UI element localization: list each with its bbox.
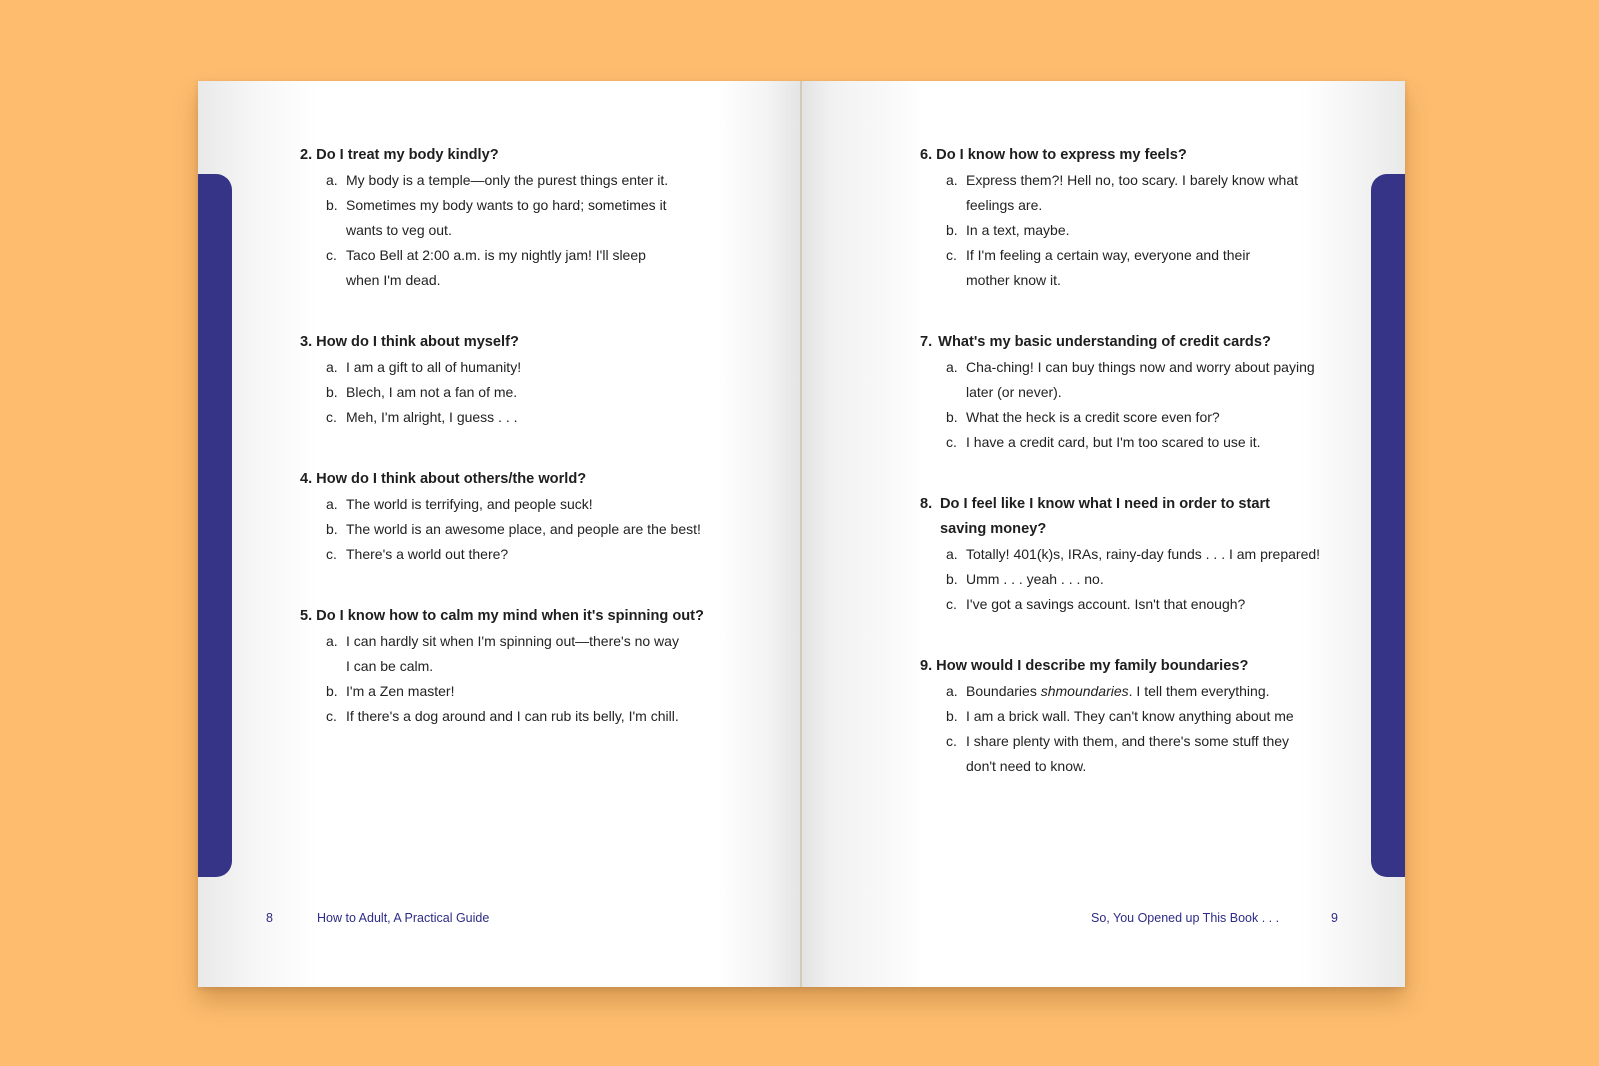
answer-option: [920, 679, 1360, 704]
answer-line: mother know it.: [966, 272, 1061, 288]
answer-list: [920, 679, 1360, 779]
question-text: What's my basic understanding of credit cards?: [938, 334, 1271, 350]
answer-letter: a.: [946, 359, 958, 375]
answer-list: [300, 355, 760, 430]
answer-list: [300, 492, 760, 567]
answer-line: If I'm feeling a certain way, everyone and their: [966, 247, 1251, 263]
answer-option: [920, 567, 1360, 592]
running-title: So, You Opened up This Book . . .: [1091, 911, 1280, 925]
answer-letter: a.: [326, 359, 338, 375]
answer-list: [920, 168, 1360, 293]
answer-line: If there's a dog around and I can rub its belly, I'm chill.: [346, 708, 679, 724]
answer-text: [346, 380, 760, 405]
answer-option: [920, 592, 1360, 617]
answer-letter: b.: [946, 571, 958, 587]
answer-text: [966, 542, 1360, 567]
answer-line: feelings are.: [966, 197, 1043, 213]
answer-line: Totally! 401(k)s, IRAs, rainy-day funds . . . I am prepared!: [966, 546, 1321, 562]
answer-line: Sometimes my body wants to go hard; sometimes it: [346, 197, 667, 213]
answer-text: [966, 592, 1360, 617]
answer-text: [346, 629, 760, 679]
answer-list: [920, 542, 1360, 617]
answer-option: [300, 542, 760, 567]
answer-option: [300, 380, 760, 405]
answer-line: later (or never).: [966, 384, 1062, 400]
answer-line: I am a gift to all of humanity!: [346, 359, 522, 375]
page-number: 9: [1331, 911, 1338, 925]
answer-option: [300, 492, 760, 517]
answer-line: I share plenty with them, and there's some stuff they: [966, 733, 1290, 749]
answer-line: Meh, I'm alright, I guess . . .: [346, 409, 518, 425]
question-number: 6.: [920, 147, 933, 163]
answer-letter: b.: [326, 683, 338, 699]
answer-line: Blech, I am not a fan of me.: [346, 384, 518, 400]
answer-prefix: Boundaries: [966, 683, 1041, 699]
answer-option: [300, 193, 760, 243]
question-number: 4.: [300, 471, 313, 487]
answer-option: [920, 243, 1360, 293]
answer-option: [300, 405, 760, 430]
answer-line: don't need to know.: [966, 758, 1087, 774]
answer-line: What the heck is a credit score even for?: [966, 409, 1220, 425]
answer-letter: b.: [326, 384, 338, 400]
question-text: [940, 492, 1360, 542]
answer-text: [966, 168, 1360, 218]
answer-line: I can hardly sit when I'm spinning out—there's no way: [346, 633, 679, 649]
question-7: [920, 330, 1360, 455]
question-text: How do I think about others/the world?: [316, 471, 587, 487]
answer-letter: a.: [326, 496, 338, 512]
right-chapter-tab: [1371, 174, 1405, 877]
answer-suffix: . I tell them everything.: [1128, 683, 1270, 699]
question-number: 3.: [300, 334, 313, 350]
question-5: [300, 604, 760, 729]
answer-text: [346, 679, 760, 704]
question-text: How do I think about myself?: [316, 334, 519, 350]
answer-letter: b.: [946, 409, 958, 425]
question-text: Do I know how to calm my mind when it's spinning out?: [316, 608, 704, 624]
question-heading: [920, 654, 1360, 679]
answer-emphasis: shmoundaries: [1040, 683, 1129, 699]
answer-list: [920, 355, 1360, 455]
answer-letter: c.: [326, 546, 337, 562]
answer-option: [920, 430, 1360, 455]
answer-list: [300, 168, 760, 293]
answer-text: [346, 704, 760, 729]
answer-line: I've got a savings account. Isn't that enough?: [966, 596, 1246, 612]
answer-text: [346, 492, 760, 517]
question-number: 5.: [300, 608, 313, 624]
answer-line: In a text, maybe.: [966, 222, 1070, 238]
answer-line: The world is terrifying, and people suck!: [346, 496, 593, 512]
answer-option: [920, 405, 1360, 430]
answer-option: [920, 729, 1360, 779]
answer-letter: b.: [946, 222, 958, 238]
answer-text: [966, 355, 1360, 405]
answer-letter: b.: [326, 521, 338, 537]
answer-option: [920, 704, 1360, 729]
answer-line: when I'm dead.: [346, 272, 441, 288]
answer-option: [300, 355, 760, 380]
answer-text: [966, 679, 1360, 704]
question-6: [920, 143, 1360, 293]
book-gutter: [800, 81, 802, 987]
right-page: [801, 81, 1405, 987]
answer-option: [300, 517, 760, 542]
answer-letter: a.: [946, 172, 958, 188]
page-number: 8: [266, 911, 273, 925]
answer-letter: c.: [946, 733, 957, 749]
answer-text: [966, 218, 1360, 243]
answer-text: [346, 542, 760, 567]
answer-line: I have a credit card, but I'm too scared to use it.: [966, 434, 1261, 450]
question-heading: [920, 492, 1360, 542]
question-text: Do I know how to express my feels?: [936, 147, 1187, 163]
answer-option: [920, 355, 1360, 405]
answer-line: I'm a Zen master!: [346, 683, 455, 699]
answer-line: I can be calm.: [346, 658, 434, 674]
running-title: How to Adult, A Practical Guide: [317, 911, 490, 925]
answer-letter: a.: [326, 172, 338, 188]
question-text: Do I treat my body kindly?: [316, 147, 499, 163]
left-chapter-tab: [198, 174, 232, 877]
question-number: 8.: [920, 496, 933, 512]
question-number: 7.: [920, 334, 933, 350]
answer-option: [300, 679, 760, 704]
answer-option: [300, 168, 760, 193]
answer-letter: c.: [946, 434, 957, 450]
answer-letter: b.: [946, 708, 958, 724]
question-line: saving money?: [940, 521, 1047, 537]
question-3: [300, 330, 760, 430]
answer-text: [966, 704, 1360, 729]
answer-text: [346, 405, 760, 430]
answer-text: [346, 243, 760, 293]
answer-letter: a.: [946, 546, 958, 562]
question-heading: [300, 330, 760, 355]
answer-option: [920, 168, 1360, 218]
question-number: 9.: [920, 658, 933, 674]
answer-letter: c.: [326, 708, 337, 724]
question-heading: [300, 604, 760, 629]
question-text: How would I describe my family boundaries?: [936, 658, 1249, 674]
right-page-content: [920, 143, 1360, 816]
answer-line: Cha-ching! I can buy things now and worry about paying: [966, 359, 1315, 375]
answer-letter: c.: [326, 247, 337, 263]
answer-letter: a.: [326, 633, 338, 649]
answer-line: wants to veg out.: [346, 222, 452, 238]
answer-line: My body is a temple—only the purest things enter it.: [346, 172, 669, 188]
answer-text: [346, 355, 760, 380]
question-number: 2.: [300, 147, 313, 163]
answer-text: [346, 193, 760, 243]
answer-line: There's a world out there?: [346, 546, 509, 562]
question-2: [300, 143, 760, 293]
answer-line: Express them?! Hell no, too scary. I barely know what: [966, 172, 1298, 188]
question-4: [300, 467, 760, 567]
question-9: [920, 654, 1360, 779]
answer-line: I am a brick wall. They can't know anything about me: [966, 708, 1294, 724]
question-heading: [300, 467, 760, 492]
answer-option: [300, 629, 760, 679]
answer-text: [966, 430, 1360, 455]
answer-letter: c.: [326, 409, 337, 425]
answer-text: [966, 243, 1360, 293]
answer-text: [966, 567, 1360, 592]
question-8: [920, 492, 1360, 617]
answer-list: [300, 629, 760, 729]
answer-text: [966, 405, 1360, 430]
answer-option: [300, 704, 760, 729]
question-heading: [920, 330, 1360, 355]
answer-text: [346, 168, 760, 193]
answer-option: [920, 218, 1360, 243]
answer-letter: b.: [326, 197, 338, 213]
question-line: Do I feel like I know what I need in order to start: [940, 496, 1271, 512]
answer-line: Umm . . . yeah . . . no.: [966, 571, 1104, 587]
answer-option: [920, 542, 1360, 567]
answer-line: Taco Bell at 2:00 a.m. is my nightly jam! I'll sleep: [346, 247, 646, 263]
answer-text: [346, 517, 760, 542]
book-spread: [198, 81, 1405, 987]
left-page-content: [300, 143, 760, 766]
answer-letter: c.: [946, 596, 957, 612]
answer-option: [300, 243, 760, 293]
answer-letter: a.: [946, 683, 958, 699]
answer-letter: c.: [946, 247, 957, 263]
question-heading: [300, 143, 760, 168]
answer-line: The world is an awesome place, and people are the best!: [346, 521, 701, 537]
left-page: [198, 81, 801, 987]
answer-text: [966, 729, 1360, 779]
question-heading: [920, 143, 1360, 168]
